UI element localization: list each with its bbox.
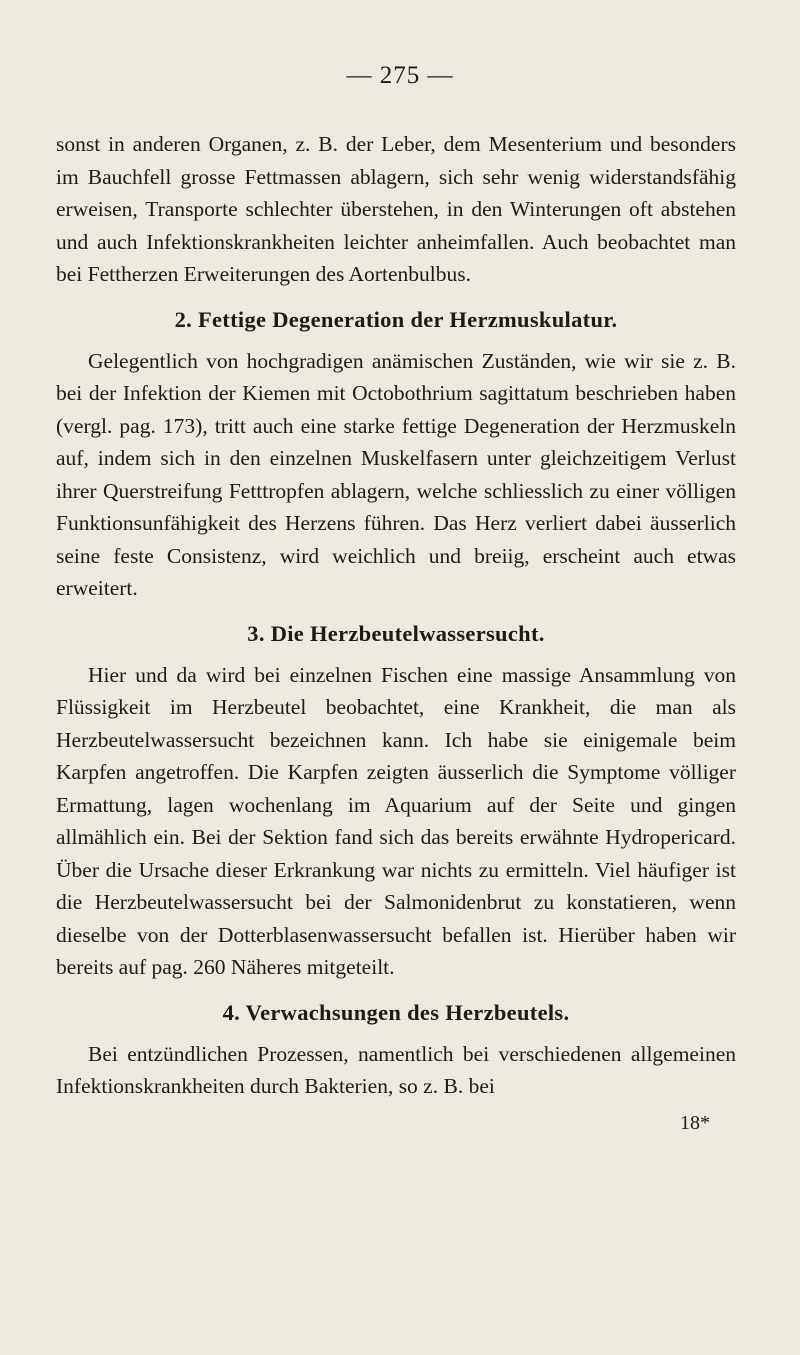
section-heading-3: 3. Die Herzbeutelwassersucht. [247, 620, 545, 646]
section-heading-4: 4. Verwachsungen des Herzbeutels. [222, 999, 570, 1025]
page-number: — 275 — [346, 62, 454, 89]
paragraph-pericardial-dropsy: Hier und da wird bei einzelnen Fischen eine massige Ansammlung von Flüssigkeit im Herzbeutel beobachtet, eine Krankheit, die man als Herzbeutelwassersucht bezeichnen kann. Ich habe sie einigemale beim Karpfen angetroffen. Die Karpfen zeigten äusserlich die Symptome völliger Ermattung, lagen wochenlang im Aquarium auf der Seite und gingen allmählich ein. Bei der Sektion fand sich das bereits erwähnte Hydropericard. Über die Ursache dieser Erkrankung war nichts zu ermitteln. Viel häufiger ist die Herzbeutelwassersucht bei der Salmonidenbrut zu konstatieren, wenn dieselbe von der Dotterblasenwassersucht befallen ist. Hierüber haben wir bereits auf pag. 260 Näheres mitgeteilt. [56, 662, 736, 979]
body-text [56, 128, 736, 1103]
paragraph-continuation: sonst in anderen Organen, z. B. der Leber, dem Mesenterium und besonders im Bauchfell grosse Fettmassen ablagern, sich sehr wenig widerstandsfähig erweisen, Transporte schlechter überstehen, in den Winterungen oft abstehen und auch Infektionskrankheiten leichter anheimfallen. Auch beobachtet man bei Fettherzen Erweiterungen des Aortenbulbus. [56, 132, 736, 286]
paragraph-adhesions: Bei entzündlichen Prozessen, namentlich bei verschiedenen allgemeinen Infektionskrankheiten durch Bakterien, so z. B. bei [56, 1041, 736, 1098]
paragraph-fatty-degeneration: Gelegentlich von hochgradigen anämischen Zuständen, wie wir sie z. B. bei der Infektion der Kiemen mit Octobothrium sagittatum beschrieben haben (vergl. pag. 173), tritt auch eine starke fettige Degeneration der Herzmuskeln auf, indem sich in den einzelnen Muskelfasern unter gleichzeitigem Verlust ihrer Querstreifung Fetttropfen ablagern, welche schliesslich zu einer völligen Funktionsunfähigkeit des Herzens führen. Das Herz verliert dabei äusserlich seine feste Consistenz, wird weichlich und breiig, erscheint auch etwas erweitert. [56, 348, 736, 600]
section-heading-2: 2. Fettige Degeneration der Herzmuskulatur. [174, 306, 618, 332]
printer-signature-mark: 18* [680, 1112, 710, 1134]
